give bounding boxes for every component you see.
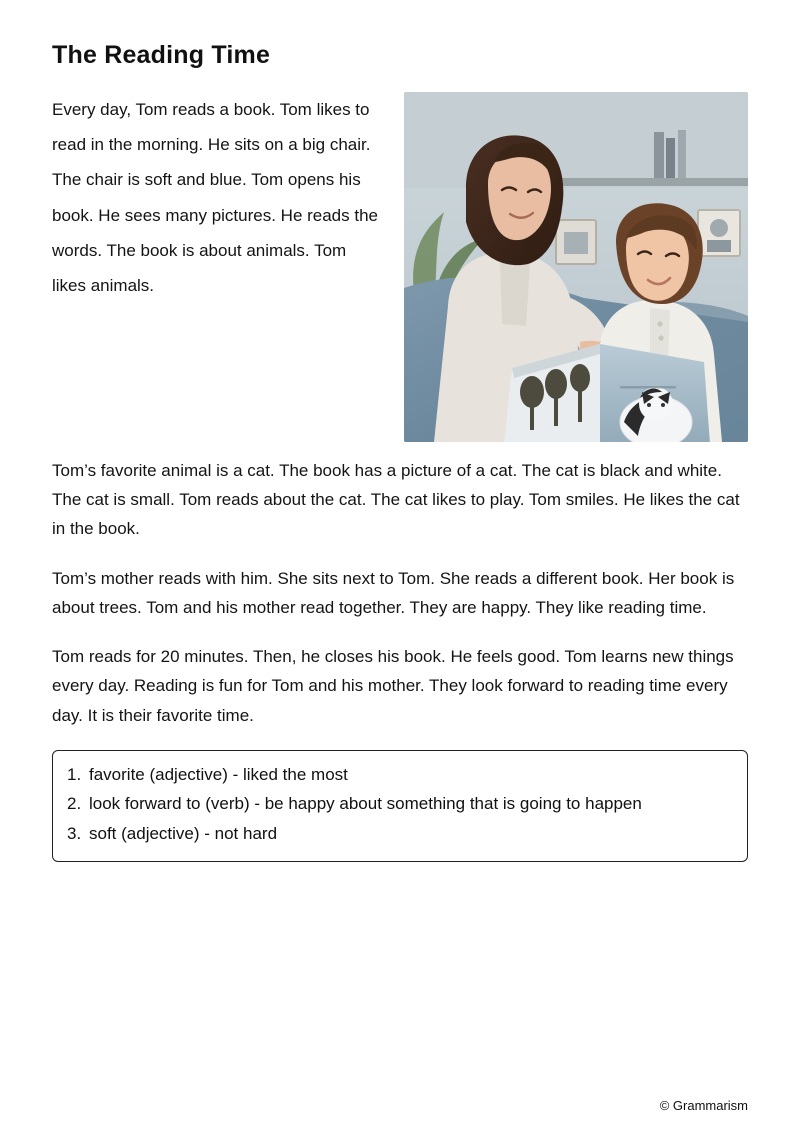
vocabulary-item-number: 3. [67,823,82,843]
vocabulary-list [67,761,733,848]
list-item [67,820,733,848]
reading-photo-illustration [404,92,748,442]
copyright-footer: © Grammarism [659,1098,748,1113]
vocabulary-item-text: favorite (adjective) - liked the most [89,764,348,784]
vocabulary-box [52,750,748,863]
intro-paragraph: Every day, Tom reads a book. Tom likes to read in the morning. He sits on a big chair. The chair is soft and blue. Tom opens his book. He sees many pictures. He reads the words. The book is about animals. Tom likes animals. [52,100,378,295]
reading-photo [404,92,748,442]
paragraph-3: Tom reads for 20 minutes. Then, he closes his book. He feels good. Tom learns new things every day. Reading is fun for Tom and his mother. They look forward to reading time every day. It is their favorite time. [52,647,734,725]
intro-block [52,92,748,456]
vocabulary-item-text: look forward to (verb) - be happy about something that is going to happen [89,794,642,814]
vocabulary-item-number: 1. [67,764,82,784]
paragraph-2: Tom’s mother reads with him. She sits next to Tom. She reads a different book. Her book is about trees. Tom and his mother read together. They are happy. They like reading time. [52,568,735,617]
paragraph-1: Tom’s favorite animal is a cat. The book has a picture of a cat. The cat is black and white. The cat is small. Tom reads about the cat. The cat likes to play. Tom smiles. He likes the cat in the book. [52,461,740,539]
page-title: The Reading Time [52,41,271,69]
vocabulary-item-number: 2. [67,794,82,814]
vocabulary-item-text: soft (adjective) - not hard [89,823,278,843]
list-item [67,761,733,789]
list-item [67,790,733,818]
